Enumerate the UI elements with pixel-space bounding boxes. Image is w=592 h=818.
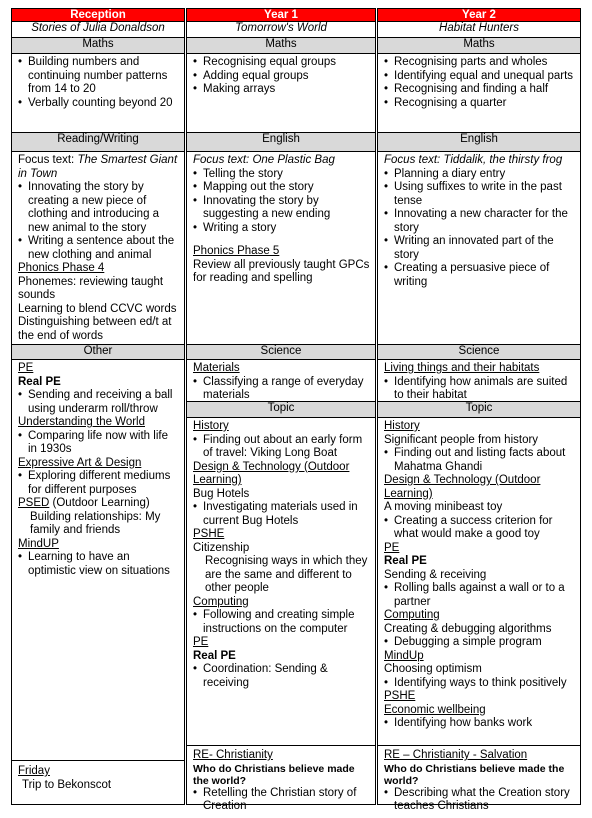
list-item: • Finding out and listing facts about Mahatma Ghandi — [384, 447, 576, 474]
re-cell: RE – Christianity - Salvation Who do Christians believe made the world? • Describing what the Creation story teaches Christians — [377, 745, 581, 805]
list-item: • Mapping out the story — [193, 181, 371, 195]
list-item: • Following and creating simple instructions on the computer — [193, 609, 371, 636]
list-item: • Writing a story — [193, 222, 371, 236]
list-item: • Identifying equal and unequal parts — [384, 70, 576, 84]
re-heading: RE- Christianity — [193, 749, 273, 761]
list-item: • Describing what the Creation story teaches Christians — [384, 787, 576, 814]
other-cell: PE Real PE • Sending and receiving a ball using underarm roll/throw Understanding the World • Comparing life now with life in 1930s Expressive Art & Design • Exploring different mediums for different purposes PSED (Outdoor Learning) Building relationships: My family and friends MindUP • Learning to have an optimistic view on situations — [11, 359, 185, 761]
maths-cell — [186, 53, 376, 133]
re-cell: RE- Christianity Who do Christians believe made the world? • Retelling the Christian story of Creation — [186, 745, 376, 805]
list-item: • Making arrays — [193, 83, 371, 97]
list-item: • Identifying how banks work — [384, 717, 576, 731]
computing-heading: Computing — [384, 609, 440, 621]
friday-heading: Friday — [18, 765, 50, 777]
column-header: Reception — [11, 8, 185, 22]
list-item: • Verbally counting beyond 20 — [18, 97, 180, 111]
section-title-science: Science — [186, 344, 376, 360]
section-title-topic: Topic — [377, 401, 581, 418]
science-cell — [186, 359, 376, 402]
list-item: • Identifying how animals are suited to their habitat — [384, 376, 576, 403]
list-item: • Retelling the Christian story of Creation — [193, 787, 371, 814]
list-item: • Debugging a simple program — [384, 636, 576, 650]
curriculum-table — [11, 8, 581, 812]
maths-cell — [11, 53, 185, 133]
ead-heading: Expressive Art & Design — [18, 456, 142, 469]
pe-heading: PE — [18, 362, 34, 374]
literacy-cell: Focus text: Tiddalik, the thirsty frog • Planning a diary entry • Using suffixes to write in the past tense • Innovating a new character for the story • Writing an innovated part of the story • Creating a persuasive piece of writing — [377, 151, 581, 345]
mindup-heading: MindUP — [18, 537, 59, 550]
column-subtitle: Tomorrow's World — [186, 21, 376, 38]
section-title-maths: Maths — [186, 37, 376, 54]
list-item: • Identifying ways to think positively — [384, 677, 576, 691]
pe-heading: PE — [193, 636, 209, 648]
science-heading: Materials — [193, 362, 240, 374]
year2-column — [377, 8, 581, 812]
list-item: • Recognising and finding a half — [384, 83, 576, 97]
phonics-heading: Phonics Phase 4 — [18, 262, 105, 274]
list-item: • Recognising equal groups — [193, 56, 371, 70]
topic-cell: History • Finding out about an early form of travel: Viking Long Boat Design & Technology (Outdoor Learning) Bug Hotels • Investigating materials used in current Bug Hotels PSHE Citizenship Recognising ways in which they are the same and different to other people Computing • Following and creating simple instructions on the computer PE Real PE • Coordination: Sending & receiving — [186, 417, 376, 746]
history-heading: History — [384, 420, 420, 432]
history-heading: History — [193, 420, 229, 432]
list-item: • Innovating the story by creating a new piece of clothing and introducing a new animal to the story — [18, 181, 180, 235]
list-item: • Classifying a range of everyday materials — [193, 376, 371, 403]
section-title-science: Science — [377, 344, 581, 360]
section-title-other: Other — [11, 344, 185, 360]
column-subtitle: Habitat Hunters — [377, 21, 581, 38]
pshe-heading: PSHE — [193, 528, 225, 540]
section-title-literacy: English — [186, 132, 376, 152]
mindup-heading: MindUp — [384, 649, 424, 662]
topic-cell: History Significant people from history • Finding out and listing facts about Mahatma Ghandi Design & Technology (Outdoor Learning) A moving minibeast toy • Creating a success criterion for what would make a good toy PE Real PE Sending & receiving • Rolling balls against a wall or to a partner Computing Creating & debugging algorithms • Debugging a simple program MindUp Choosing optimism • Identifying ways to think positively PSHE Economic wellbeing • Identifying how banks work — [377, 417, 581, 746]
psed-heading: PSED — [18, 497, 50, 509]
list-item: • Learning to have an optimistic view on situations — [18, 551, 180, 578]
list-item: • Recognising a quarter — [384, 97, 576, 111]
section-title-topic: Topic — [186, 401, 376, 418]
section-title-literacy: English — [377, 132, 581, 152]
list-item: • Adding equal groups — [193, 70, 371, 84]
list-item: • Telling the story — [193, 168, 371, 182]
list-item: • Planning a diary entry — [384, 168, 576, 182]
list-item: • Writing a sentence about the new clothing and animal — [18, 235, 180, 262]
list-item: • Writing an innovated part of the story — [384, 235, 576, 262]
dt-heading: Design & Technology (Outdoor Learning) — [193, 460, 350, 486]
science-heading: Living things and their habitats — [384, 362, 540, 374]
science-cell — [377, 359, 581, 402]
section-title-literacy: Reading/Writing — [11, 132, 185, 152]
literacy-cell: Focus text: One Plastic Bag • Telling the story • Mapping out the story • Innovating the story by suggesting a new ending • Writing a story Phonics Phase 5 Review all previously taught GPCs for reading and spelling — [186, 151, 376, 345]
list-item: • Using suffixes to write in the past tense — [384, 181, 576, 208]
year1-column — [186, 8, 376, 812]
dt-heading: Design & Technology (Outdoor Learning) — [384, 474, 541, 500]
list-item: • Recognising parts and wholes — [384, 56, 576, 70]
section-title-maths: Maths — [377, 37, 581, 54]
list-item: • Rolling balls against a wall or to a partner — [384, 582, 576, 609]
phonics-heading: Phonics Phase 5 — [193, 245, 280, 257]
list-item: • Innovating the story by suggesting a new ending — [193, 195, 371, 222]
list-item: • Finding out about an early form of travel: Viking Long Boat — [193, 434, 371, 461]
re-heading: RE – Christianity - Salvation — [384, 749, 528, 761]
column-header: Year 1 — [186, 8, 376, 22]
list-item: • Innovating a new character for the story — [384, 208, 576, 235]
literacy-cell: Focus text: The Smartest Giant in Town • Innovating the story by creating a new piece of clothing and introducing a new animal to the story • Writing a sentence about the new clothing and animal Phonics Phase 4 Phonemes: reviewing taught sounds Learning to blend CCVC words Distinguishing between ed/t at the end of words — [11, 151, 185, 345]
list-item: • Coordination: Sending & receiving — [193, 663, 371, 690]
pe-heading: PE — [384, 541, 400, 554]
column-header: Year 2 — [377, 8, 581, 22]
section-title-maths: Maths — [11, 37, 185, 54]
pshe-heading: PSHE — [384, 690, 416, 702]
list-item: • Comparing life now with life in 1930s — [18, 430, 180, 457]
utw-heading: Understanding the World — [18, 416, 145, 428]
friday-cell: Friday Trip to Bekonscot — [11, 760, 185, 805]
list-item: • Sending and receiving a ball using underarm roll/throw — [18, 389, 180, 416]
computing-heading: Computing — [193, 595, 249, 608]
list-item: • Investigating materials used in current Bug Hotels — [193, 501, 371, 528]
maths-cell — [377, 53, 581, 133]
list-item: • Creating a persuasive piece of writing — [384, 262, 576, 289]
list-item: • Exploring different mediums for different purposes — [18, 470, 180, 497]
column-subtitle: Stories of Julia Donaldson — [11, 21, 185, 38]
reception-column — [11, 8, 185, 805]
list-item: • Building numbers and continuing number patterns from 14 to 20 — [18, 56, 180, 97]
list-item: • Creating a success criterion for what would make a good toy — [384, 515, 576, 542]
